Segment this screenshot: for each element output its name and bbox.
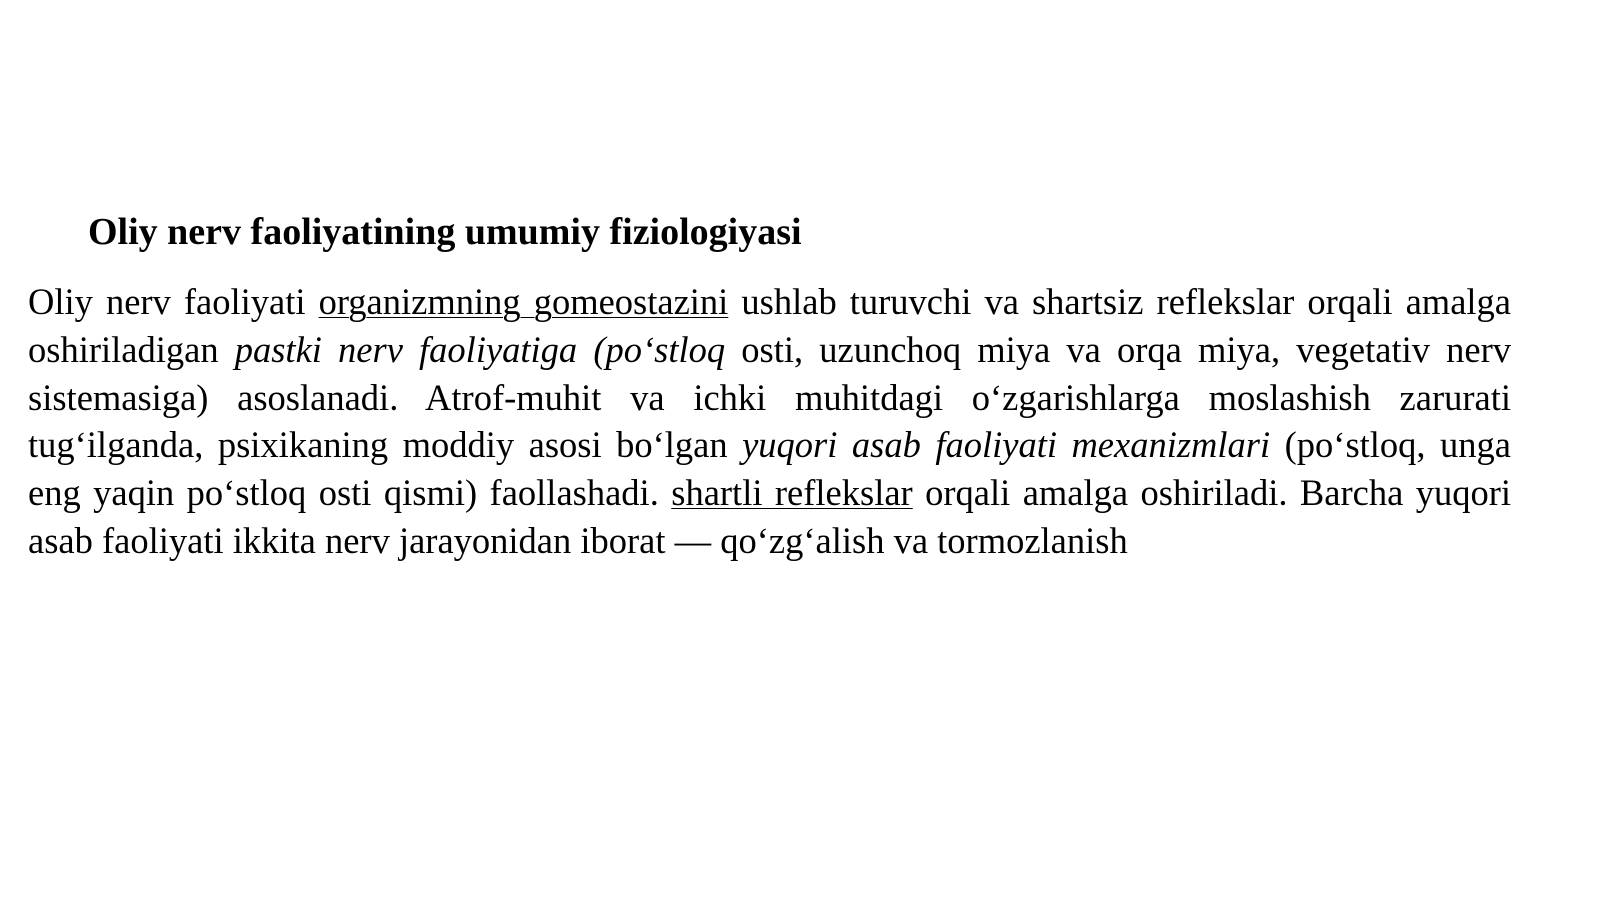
italic-segment: yuqori asab faoliyati mexanizmlari (742, 424, 1271, 466)
link-shartli-reflekslar[interactable]: shartli reflekslar (671, 472, 913, 514)
italic-segment: pastki nerv faoliyatiga (po‘stloq (234, 328, 726, 370)
text-segment: orqali amalga oshiriladi. Barcha yuqori asab faoliyati ikkita nerv jarayonidan iborat — qo‘zg‘alish va tormozlanish (28, 472, 1511, 561)
text-segment: osti, uzunchoq miya va orqa miya, vegetativ nerv sistemasiga) asoslanadi. Atrof-muhit va ichki muhitdagi o‘zgarishlarga moslashish zarurati tug‘ilganda, psixikaning moddiy asosi bo‘lgan (28, 328, 1511, 466)
text-segment: (po‘stloq, unga eng yaqin po‘stloq osti qismi) faollashadi. (28, 424, 1511, 514)
body-paragraph (28, 278, 1511, 565)
text-segment: ushlab turuvchi va shartsiz reflekslar orqali amalga oshiriladigan (28, 281, 1511, 370)
page-title: Oliy nerv faoliyatining umumiy fiziologiyasi (88, 211, 802, 253)
link-organizmning-gomeostazini[interactable]: organizmning gomeostazini (318, 281, 729, 322)
text-segment: Oliy nerv faoliyati (28, 281, 319, 322)
